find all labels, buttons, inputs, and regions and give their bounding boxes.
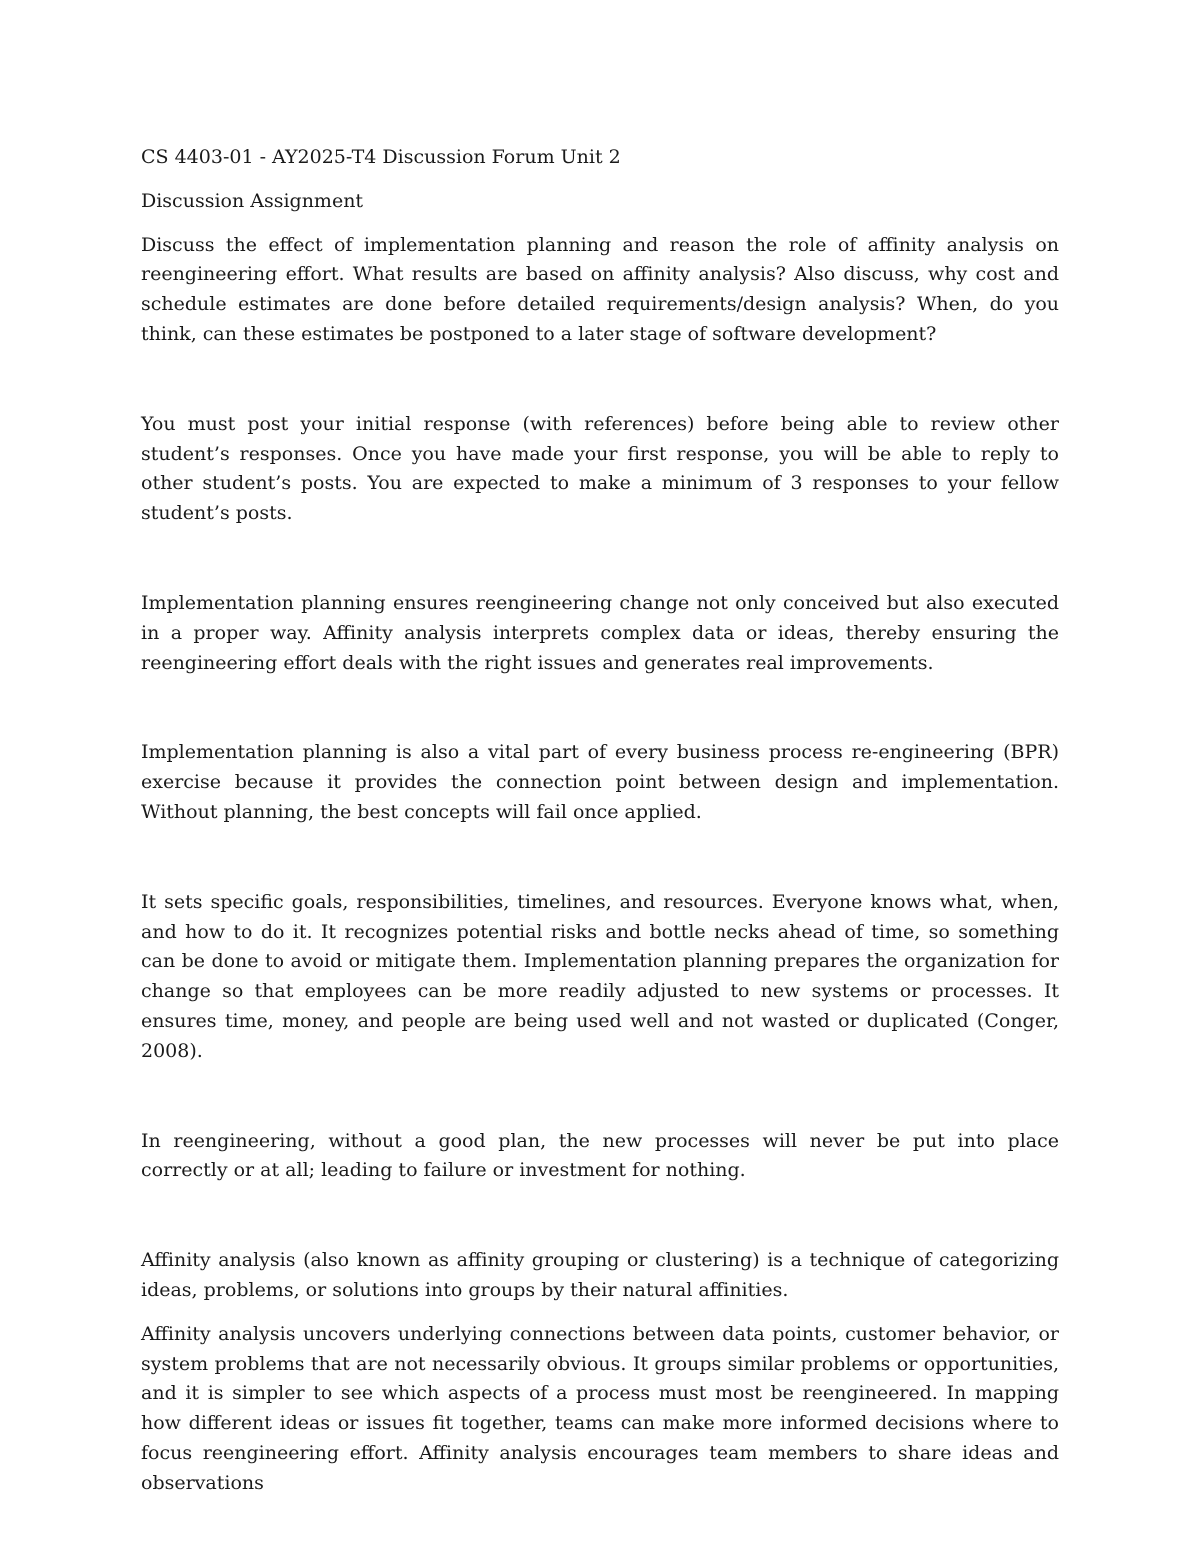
paragraph-bpr-importance: Implementation planning is also a vital part of every business process re-engineering (BPR) exercise because it provides the connection point between design and implementation. Without planning, the best concepts will fail once applied. xyxy=(141,741,1059,823)
paragraph-posting-instructions: You must post your initial response (with references) before being able to review other student’s responses. Once you have made your first response, you will be able to reply to other student’s posts. You are expected to make a minimum of 3 responses to your fellow student’s posts. xyxy=(141,412,1059,525)
paragraph-assignment-prompt: Discuss the effect of implementation planning and reason the role of affinity analysis on reengineering effort. What results are based on affinity analysis? Also discuss, why cost and schedule estimates are done before detailed requirements/design analysis? When, do you think, can these estimates be postponed to a later stage of software development? xyxy=(141,233,1059,345)
paragraph-affinity-benefits: Affinity analysis uncovers underlying connections between data points, customer behavior, or system problems that are not necessarily obvious. It groups similar problems or opportunities, and it is simpler to see which aspects of a process must most be reengineered. In mapping how different ideas or issues fit together, teams can make more informed decisions where to focus reengineering effort. Affinity analysis encourages team members to share ideas and observations xyxy=(141,1322,1059,1494)
paragraph-affinity-definition: Affinity analysis (also known as affinity grouping or clustering) is a technique of categorizing ideas, problems, or solutions into groups by their natural affinities. xyxy=(141,1249,1059,1301)
document-page xyxy=(141,143,1059,1499)
document-title: CS 4403-01 - AY2025-T4 Discussion Forum Unit 2 xyxy=(141,146,621,168)
paragraph-reengineering-failure: In reengineering, without a good plan, the new processes will never be put into place correctly or at all; leading to failure or investment for nothing. xyxy=(141,1129,1059,1182)
paragraph-implementation-intro: Implementation planning ensures reengineering change not only conceived but also executed in a proper way. Affinity analysis interprets complex data or ideas, thereby ensuring the reengineering effort deals with the right issues and generates real improvements. xyxy=(141,591,1059,674)
document-subtitle: Discussion Assignment xyxy=(141,189,364,212)
paragraph-planning-details: It sets specific goals, responsibilities, timelines, and resources. Everyone knows what, when, and how to do it. It recognizes potential risks and bottle necks ahead of time, so something can be done to avoid or mitigate them. Implementation planning prepares the organization for change so that employees can be more readily adjusted to new systems or processes. It ensures time, money, and people are being used well and not wasted or duplicated (Conger, 2008). xyxy=(141,890,1059,1062)
